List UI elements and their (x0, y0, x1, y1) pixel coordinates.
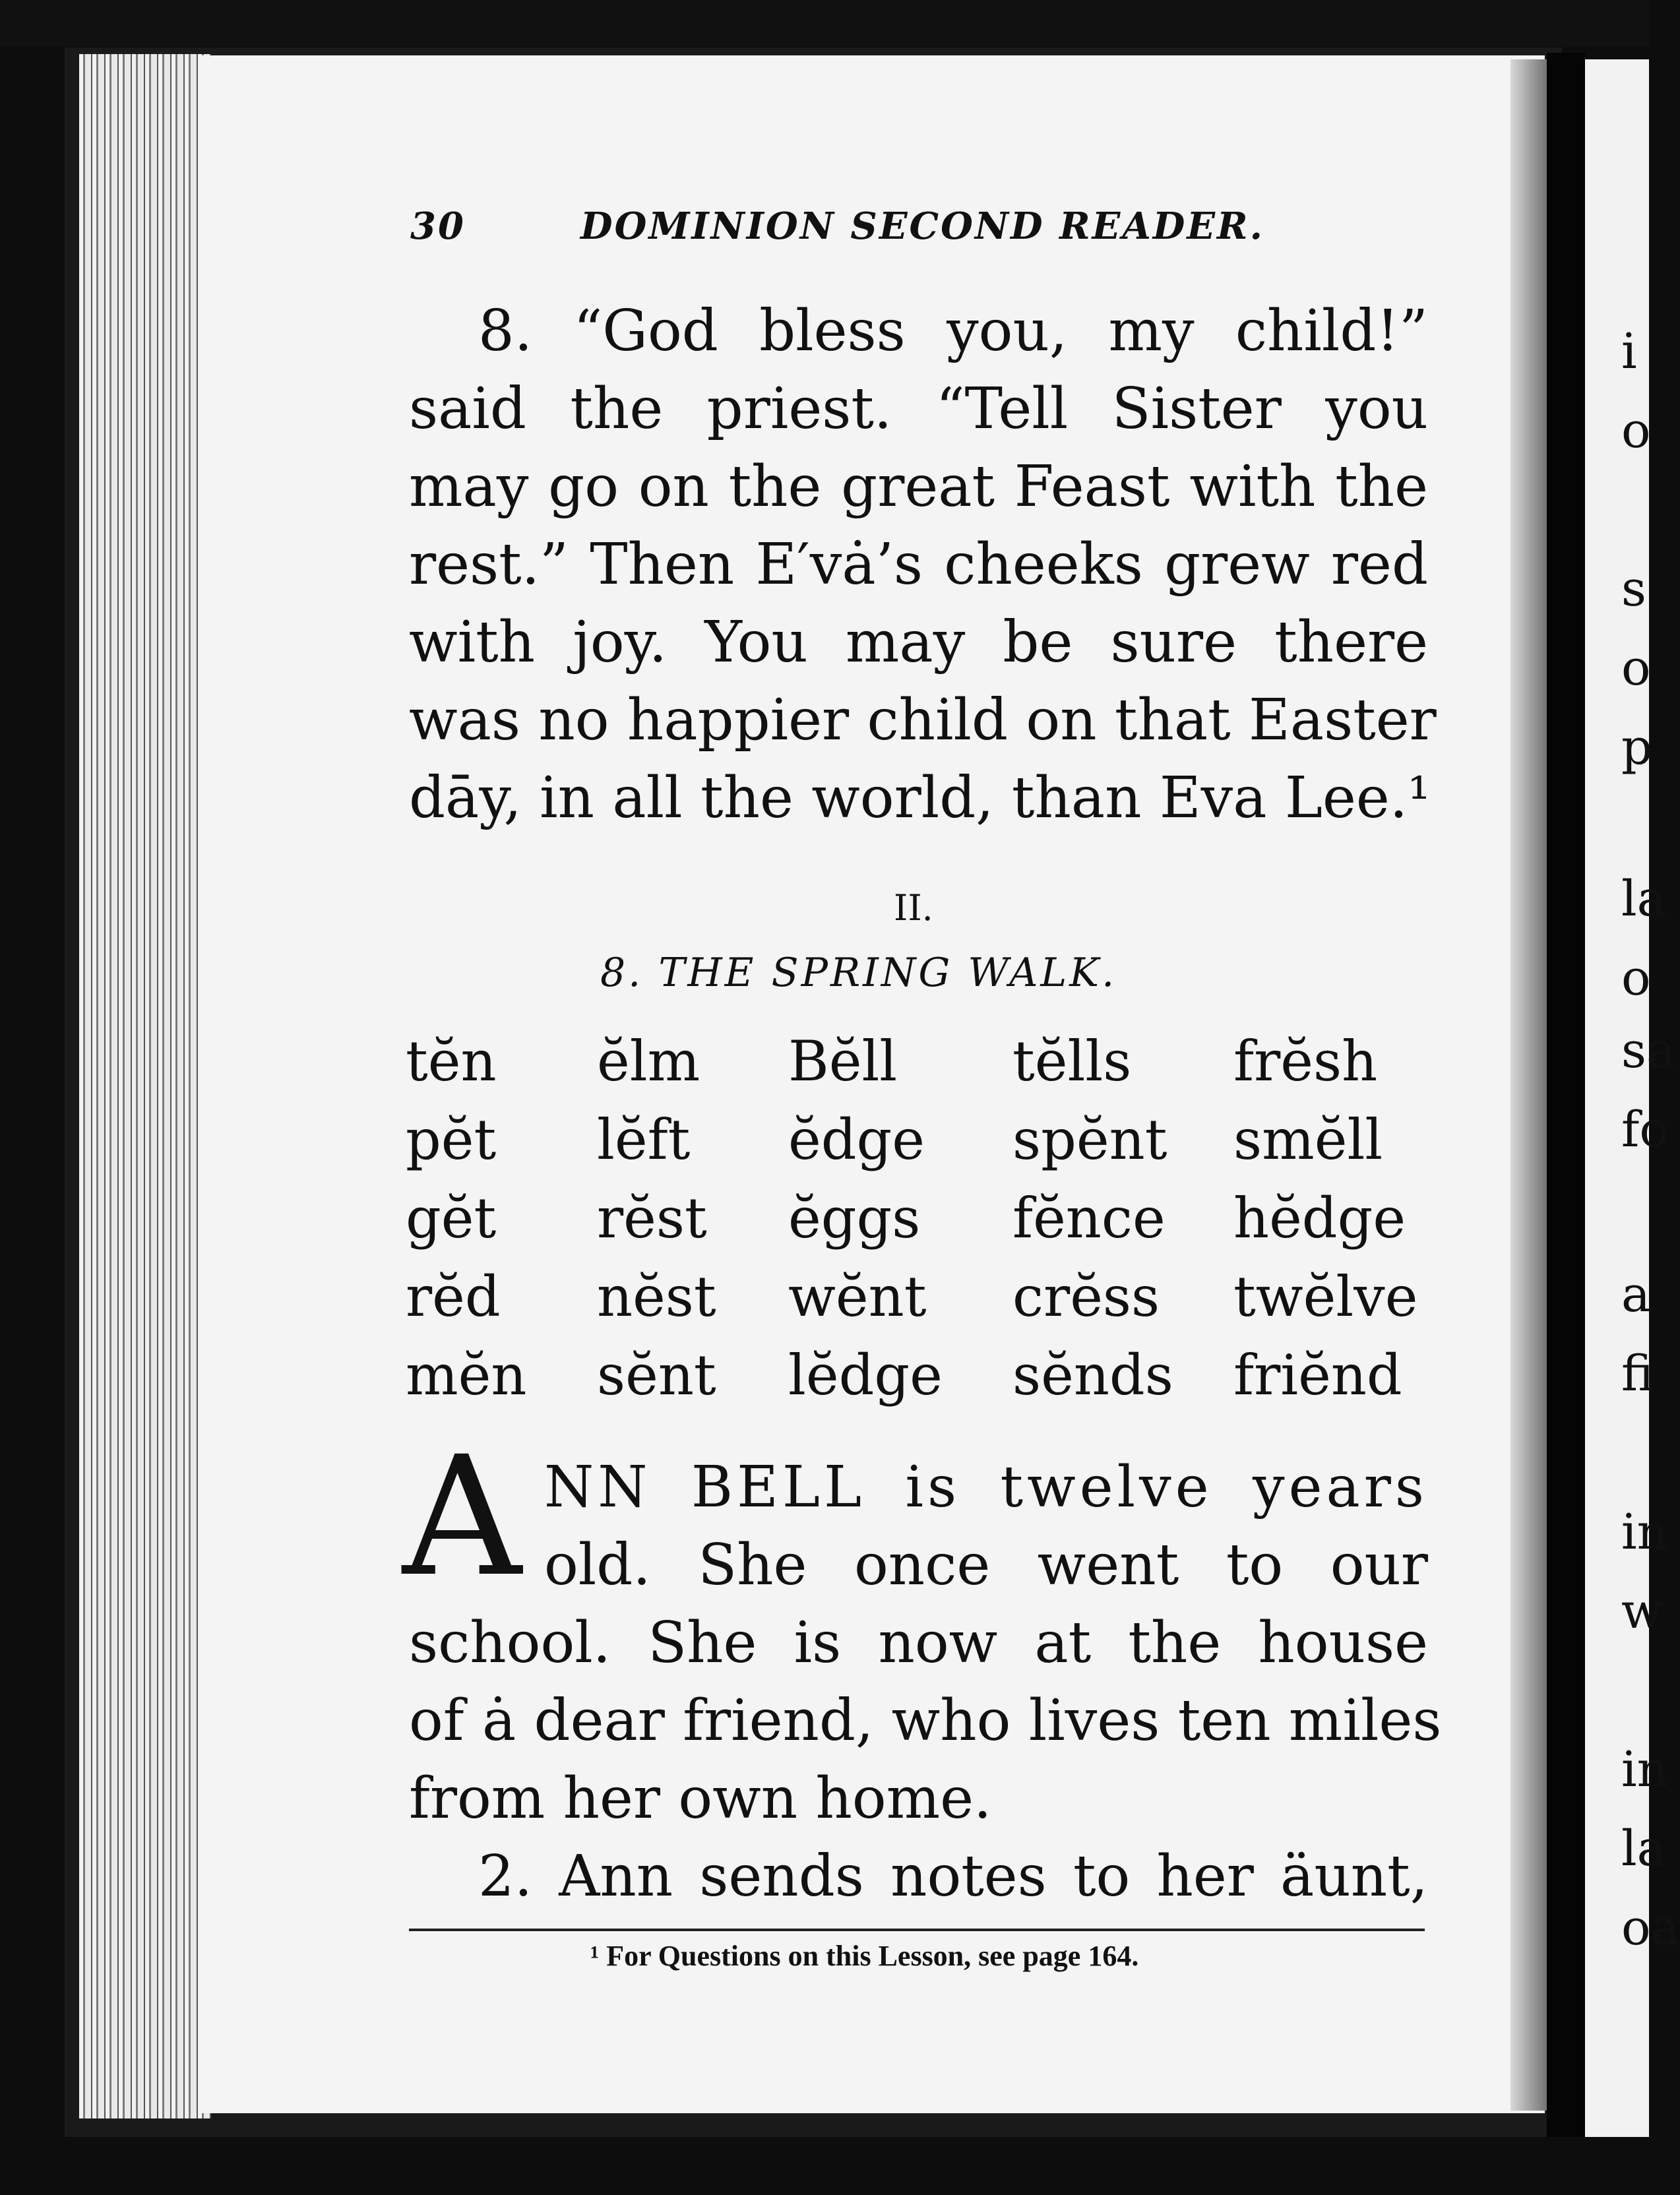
spelling-word: rĕd (406, 1264, 501, 1329)
spelling-word: wĕnt (788, 1264, 927, 1329)
next-page-text: o (1621, 640, 1651, 696)
spelling-word: ĕlm (597, 1029, 700, 1094)
page-number: 30 (410, 204, 466, 248)
paragraph-line: of ȧ dear friend, who lives ten miles (409, 1688, 1442, 1754)
gutter-shadow (1510, 59, 1550, 2111)
next-page-text: oa (1621, 1900, 1680, 1956)
spelling-word: friĕnd (1233, 1343, 1402, 1407)
paragraph-line: said the priest. “Tell Sister you (409, 376, 1428, 442)
spelling-word: nĕst (597, 1264, 716, 1329)
spelling-word: hĕdge (1233, 1186, 1406, 1251)
spelling-word: frĕsh (1233, 1029, 1378, 1094)
paragraph-line: NN BELL is twelve years (544, 1454, 1428, 1520)
spelling-word: fĕnce (1012, 1186, 1166, 1251)
spelling-word: ĕdge (788, 1107, 925, 1172)
spelling-word: tĕlls (1012, 1029, 1132, 1094)
spelling-word: pĕt (406, 1107, 497, 1172)
book-spine (1547, 53, 1585, 2150)
spelling-word: spĕnt (1012, 1107, 1167, 1172)
paragraph-line: with joy. You may be sure there (409, 609, 1428, 675)
spelling-word: tĕn (406, 1029, 497, 1094)
paragraph-line: old. She once went to our (544, 1532, 1428, 1598)
next-page-text: o (1621, 950, 1651, 1006)
spelling-word: Bĕll (788, 1029, 898, 1094)
paragraph-line: school. She is now at the house (409, 1610, 1428, 1676)
spelling-word: lĕft (597, 1107, 691, 1172)
next-page-text: p (1621, 719, 1653, 776)
spelling-word: sĕnds (1012, 1343, 1173, 1407)
section-numeral: II. (894, 887, 933, 929)
next-page-text: in (1621, 1741, 1669, 1798)
paragraph-line: 2. Ann sends notes to her äunt, (478, 1843, 1428, 1909)
spelling-word: smĕll (1233, 1107, 1383, 1172)
next-page-text: in (1621, 1504, 1669, 1561)
paragraph-line: 8. “God bless you, my child!” (478, 298, 1428, 364)
spelling-word: ĕggs (788, 1186, 921, 1251)
spelling-word: mĕn (406, 1343, 527, 1407)
spelling-word: lĕdge (788, 1343, 943, 1407)
footnote: ¹ For Questions on this Lesson, see page 164. (590, 1940, 1139, 1972)
spelling-word: rĕst (597, 1186, 707, 1251)
spelling-word: sĕnt (597, 1343, 716, 1407)
lesson-title: 8. THE SPRING WALK. (600, 950, 1117, 996)
spelling-word: gĕt (406, 1186, 497, 1251)
next-page-fragment (1585, 59, 1680, 2137)
next-page-text: a (1621, 1266, 1651, 1323)
running-header (410, 204, 1268, 257)
next-page-text: s (1621, 561, 1646, 617)
paragraph-line: from her own home. (409, 1766, 992, 1832)
next-page-text: la (1621, 871, 1666, 927)
next-page-text: fi (1621, 1345, 1654, 1402)
next-page-text: sa (1621, 1022, 1676, 1079)
page-edges (79, 54, 211, 2118)
paragraph-line: was no happier child on that Easter (409, 687, 1437, 753)
footnote-rule (409, 1929, 1425, 1931)
next-page-text: fo (1621, 1101, 1669, 1158)
paragraph-line: dāy, in all the world, than Eva Lee.¹ (409, 765, 1431, 831)
next-page-text: i (1621, 323, 1637, 380)
spelling-word-list (406, 1029, 1435, 1421)
next-page-text: la (1621, 1820, 1666, 1877)
paragraph-line: may go on the great Feast with the (409, 454, 1428, 520)
spelling-word: crĕss (1012, 1264, 1160, 1329)
spelling-word: twĕlve (1233, 1264, 1418, 1329)
running-title: DOMINION SECOND READER. (580, 204, 1265, 248)
drop-cap: A (402, 1421, 522, 1613)
next-page-text: o (1621, 402, 1651, 459)
scan-background-top (0, 0, 1649, 46)
next-page-text: w (1621, 1583, 1664, 1640)
scan-background-bottom (0, 2137, 1649, 2195)
paragraph-line: rest.” Then E′vȧ’s cheeks grew red (409, 532, 1428, 598)
